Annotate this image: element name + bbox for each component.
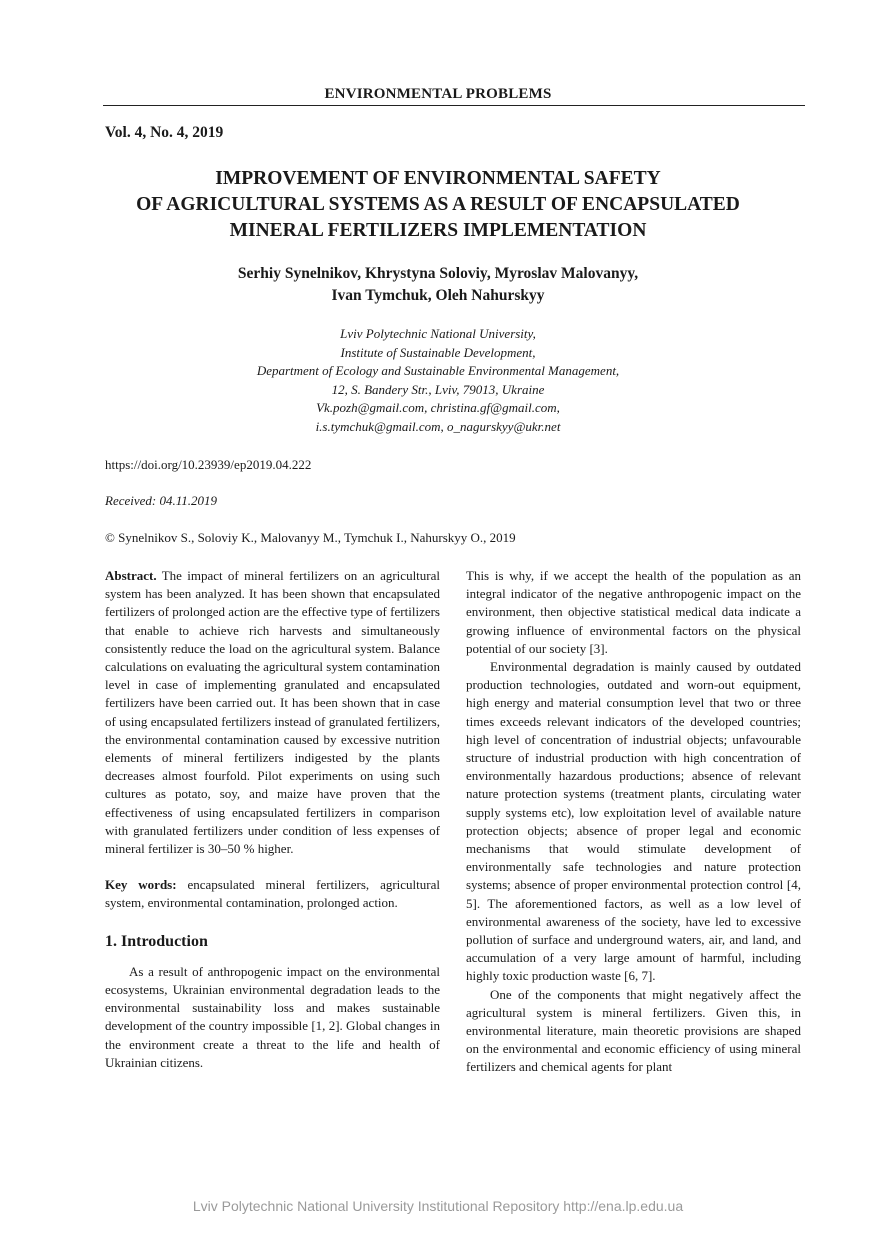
section-heading-introduction: 1. Introduction bbox=[105, 932, 208, 950]
body-paragraph: Environmental degradation is mainly caused by outdated production technologies, outdated and worn-out equipment, high energy and material consumption level that two or three times exceeds relevant indicators of the developed countries; high level of concentration of industrial objects; unfavourable structure of industrial production with high concentration of environmentally hazardous productions; absence of relevant nature protection systems (treatment plants, circulating water supply systems etc), low exploitation level of available nature protection objects; absence of proper legal and economic mechanisms that would stimulate development of environmentally safe technologies and nature protection systems; absence of proper environmental protection control [4, 5]. The aforementioned factors, as well as a low level of environmental awareness of the society, have led to excessive pollution of surface and underground waters, air, and land, and accumulation of a very large amount of harmful, including highly toxic production waste [6, 7]. bbox=[466, 659, 801, 984]
body-paragraph: This is why, if we accept the health of the population as an integral indicator of the negative anthropogenic impact on the environment, then objective statistical medical data indicate a growing influence of environmental factors on the physical potential of our society [3]. bbox=[466, 568, 801, 656]
volume-issue: Vol. 4, No. 4, 2019 bbox=[105, 124, 224, 141]
abstract-label: Abstract. bbox=[105, 568, 157, 583]
repository-footer[interactable]: Lviv Polytechnic National University Institutional Repository http://ena.lp.edu.ua bbox=[192, 1198, 684, 1214]
affiliation-line: Lviv Polytechnic National University, bbox=[340, 326, 536, 341]
affiliation-line: Institute of Sustainable Development, bbox=[340, 344, 536, 360]
body-paragraph: One of the components that might negatively affect the agricultural system is mineral fertilizers. Given this, in environmental literature, main theoretic provisions are shaped on the environmental and economic efficiency of using mineral fertilizers and chemical agents for plant bbox=[466, 986, 801, 1075]
keywords-text: encapsulated mineral fertilizers, agricultural system, environmental contamination, prolonged action. bbox=[105, 877, 440, 911]
left-column bbox=[105, 567, 440, 1072]
author-line: Ivan Tymchuk, Oleh Nahurskyy bbox=[331, 287, 545, 304]
affiliation-block bbox=[0, 325, 876, 437]
title-line: IMPROVEMENT OF ENVIRONMENTAL SAFETY bbox=[215, 168, 661, 189]
title-line: OF AGRICULTURAL SYSTEMS AS A RESULT OF ENCAPSULATED bbox=[136, 194, 740, 215]
email-line[interactable]: i.s.tymchuk@gmail.com, o_nagurskyy@ukr.net bbox=[315, 418, 561, 434]
received-date: Received: 04.11.2019 bbox=[105, 493, 218, 508]
author-line: Serhiy Synelnikov, Khrystyna Soloviy, Myroslav Malovanyy, bbox=[237, 265, 639, 282]
affiliation-line: 12, S. Bandery Str., Lviv, 79013, Ukraine bbox=[331, 381, 545, 397]
doi-link[interactable]: https://doi.org/10.23939/ep2019.04.222 bbox=[105, 457, 312, 472]
title-line: MINERAL FERTILIZERS IMPLEMENTATION bbox=[229, 220, 647, 241]
copyright-notice: © Synelnikov S., Soloviy K., Malovanyy M., Tymchuk I., Nahurskyy O., 2019 bbox=[105, 530, 516, 545]
author-list bbox=[0, 263, 876, 307]
abstract-paragraph bbox=[105, 567, 440, 858]
journal-header: ENVIRONMENTAL PROBLEMS bbox=[324, 86, 552, 102]
email-line[interactable]: Vk.pozh@gmail.com, christina.gf@gmail.com, bbox=[316, 400, 560, 416]
affiliation-line: Department of Ecology and Sustainable Environmental Management, bbox=[256, 363, 620, 379]
abstract-text: The impact of mineral fertilizers on an agricultural system has been analyzed. It has been shown that encapsulated fertilizers of prolonged action are the effective type of fertilizers that enable to achieve rich harvests and simultaneously consistently reduce the load on the agricultural system. Balance calculations on evaluating the agricultural system contamination level in case of implementing granulated and encapsulated fertilizers have been carried out. It has been shown that in case of using encapsulated fertilizers instead of granulated fertilizers, the environmental contamination caused by excessive nutrition elements of mineral fertilizers indigested by the plants decreases almost fourfold. Pilot experiments on using such cultures as potato, soy, and maize have proven that the effectiveness of using encapsulated fertilizers in comparison with granulated fertilizers under condition of less expenses of mineral fertilizer is 30–50 % higher. bbox=[105, 568, 441, 857]
paper-title bbox=[0, 166, 876, 244]
body-paragraph: As a result of anthropogenic impact on the environmental ecosystems, Ukrainian environmental degradation leads to the environmental sustainability loss and makes sustainable development of the country impossible [1, 2]. Global changes in the environment create a threat to the life and health of Ukrainian citizens. bbox=[105, 963, 440, 1070]
keywords-label: Key words: bbox=[105, 877, 177, 893]
keywords-paragraph bbox=[105, 876, 440, 912]
header-divider bbox=[103, 105, 805, 106]
right-column bbox=[466, 567, 801, 1077]
